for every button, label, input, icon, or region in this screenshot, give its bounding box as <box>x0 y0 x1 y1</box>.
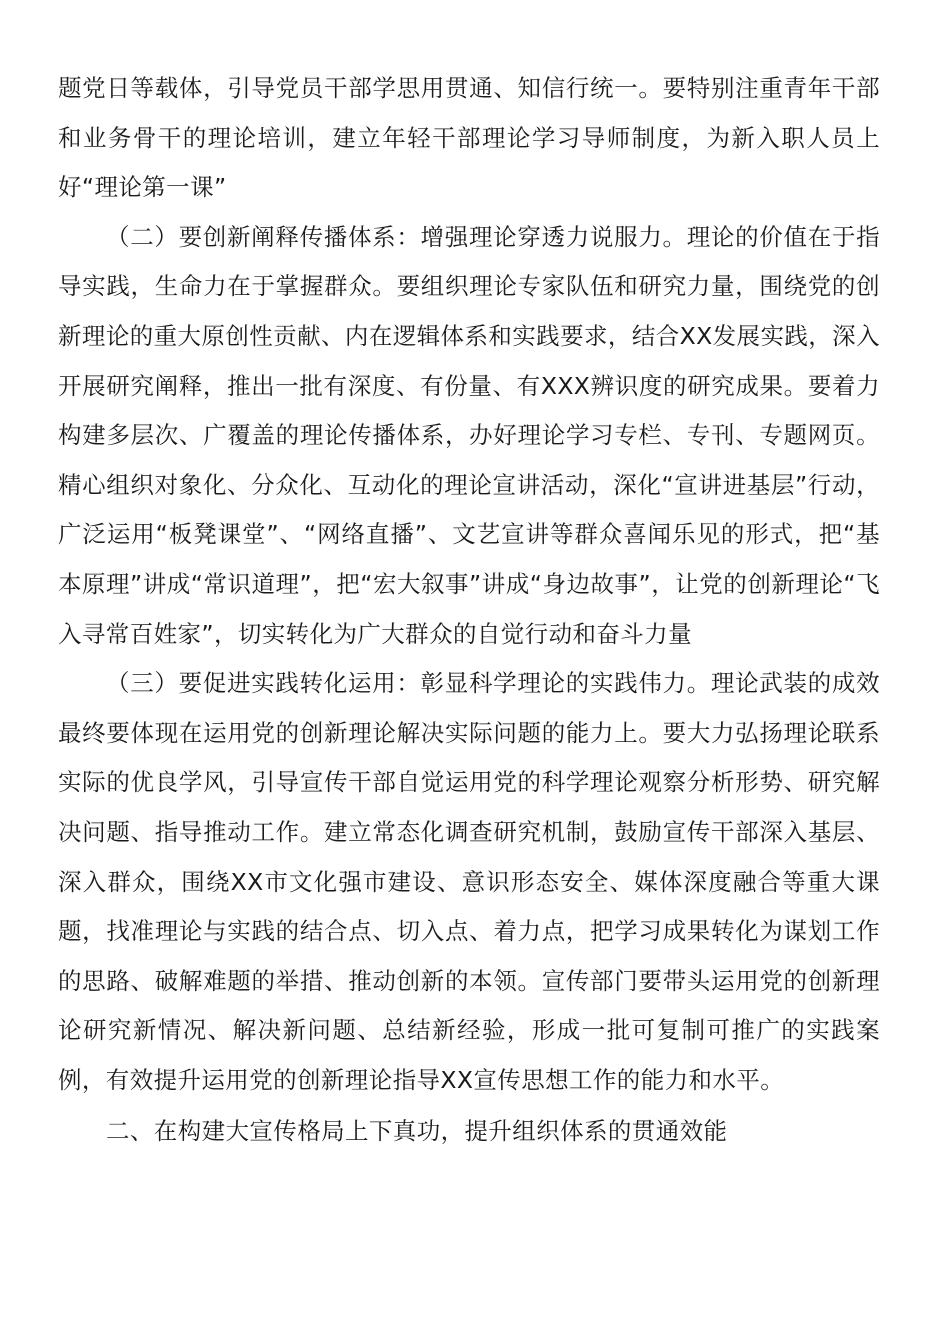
paragraph-continuation: 题党日等载体，引导党员干部学思用贯通、知信行统一。要特别注重青年干部和业务骨干的理论培训，建立年轻干部理论学习导师制度，为新入职人员上好“理论第一课” <box>58 74 880 202</box>
section-heading: 二、在构建大宣传格局上下真功，提升组织体系的贯通效能 <box>106 1117 728 1146</box>
paragraph-section-2: （二）要创新阐释传播体系：增强理论穿透力说服力。理论的价值在于指导实践，生命力在于掌握群众。要组织理论专家队伍和研究力量，围绕党的创新理论的重大原创性贡献、内在逻辑体系和实践要求，结合XX发展实践，深入开展研究阐释，推出一批有深度、有份量、有XXX辨识度的研究成果。要着力构建多层次、广覆盖的理论传播体系，办好理论学习专栏、专刊、专题网页。精心组织对象化、分众化、互动化的理论宣讲活动，深化“宣讲进基层”行动，广泛运用“板凳课堂”、“网络直播”、文艺宣讲等群众喜闻乐见的形式，把“基本原理”讲成“常识道理”，把“宏大叙事”讲成“身边故事”，让党的创新理论“飞入寻常百姓家”，切实转化为广大群众的自觉行动和奋斗力量 <box>58 222 880 648</box>
document-body <box>58 64 880 1157</box>
paragraph-section-3: （三）要促进实践转化运用：彰显科学理论的实践伟力。理论武装的成效最终要体现在运用党的创新理论解决实际问题的能力上。要大力弘扬理论联系实际的优良学风，引导宣传干部自觉运用党的科学理论观察分析形势、研究解决问题、指导推动工作。建立常态化调查研究机制，鼓励宣传干部深入基层、深入群众，围绕XX市文化强市建设、意识形态安全、媒体深度融合等重大课题，找准理论与实践的结合点、切入点、着力点，把学习成果转化为谋划工作的思路、破解难题的举措、推动创新的本领。宣传部门要带头运用党的创新理论研究新情况、解决新问题、总结新经验，形成一批可复制可推广的实践案例，有效提升运用党的创新理论指导XX宣传思想工作的能力和水平。 <box>58 669 880 1094</box>
